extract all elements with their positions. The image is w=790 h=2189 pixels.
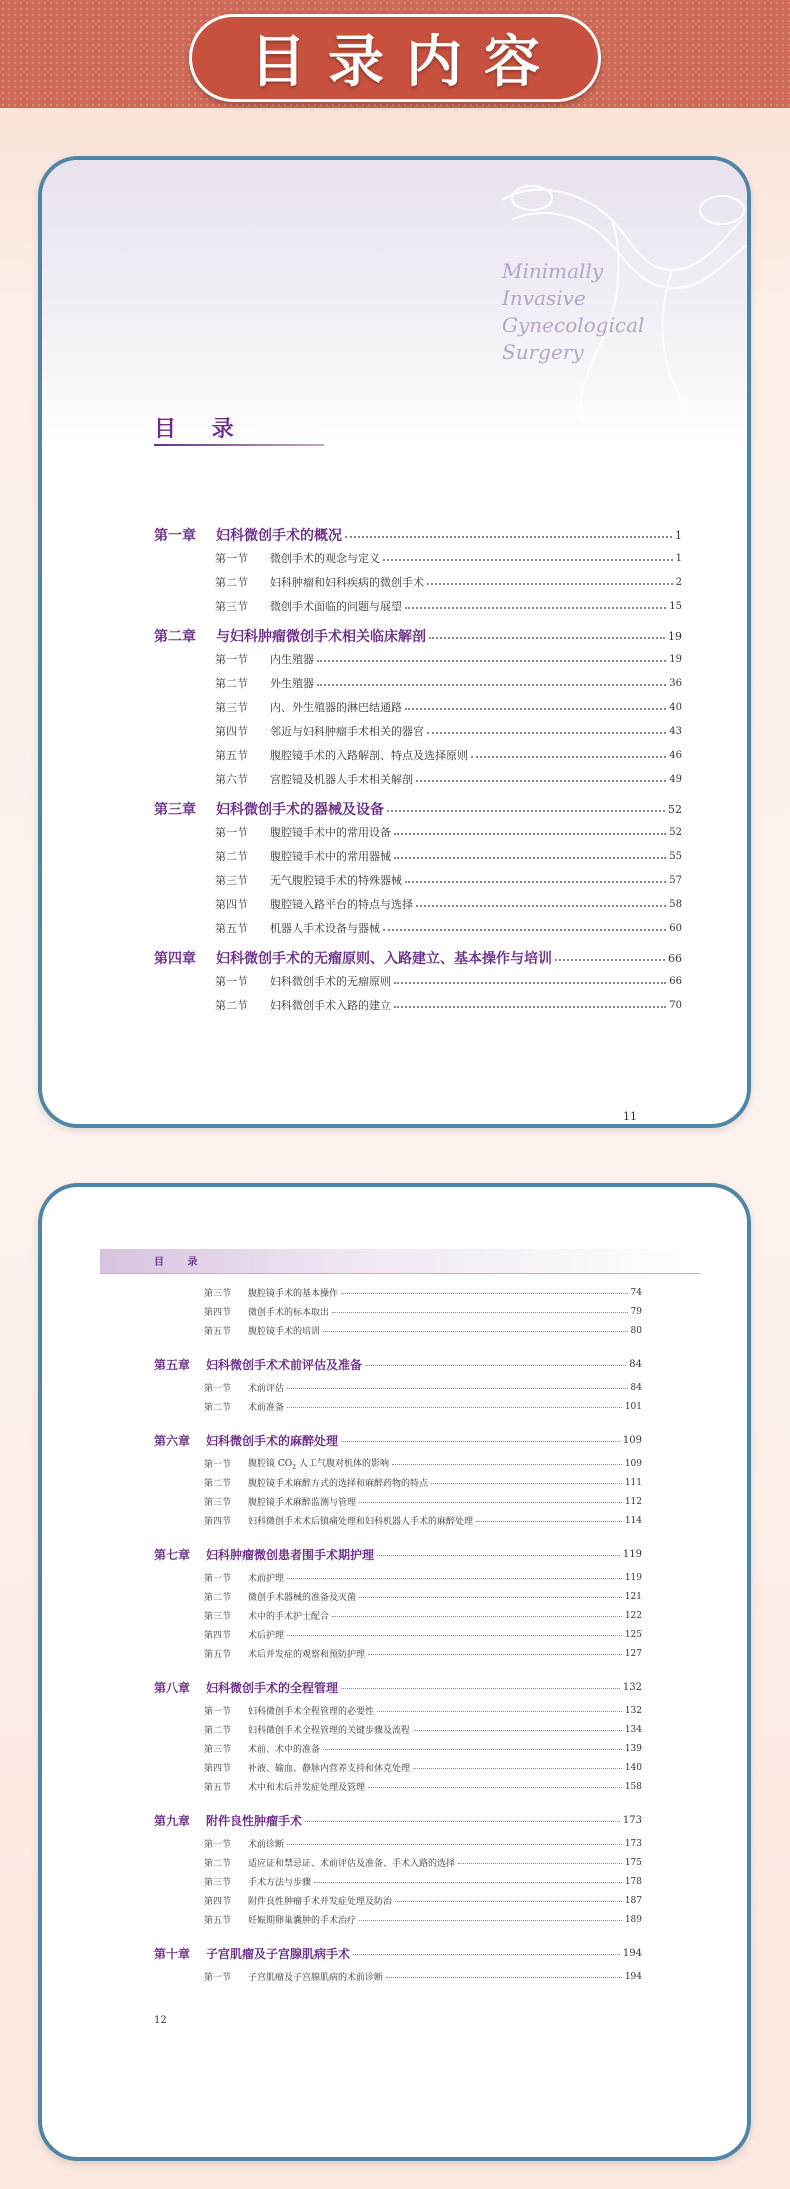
page-ref: 121 — [624, 1591, 642, 1602]
toc-chapter-entry[interactable] — [154, 1944, 642, 1962]
dot-leader — [405, 881, 666, 883]
section-title: 腹腔镜手术麻醉监测与管理 — [248, 1498, 357, 1508]
dot-leader — [287, 1388, 628, 1389]
dot-leader — [287, 1407, 622, 1408]
dot-leader — [377, 1555, 620, 1556]
section-number: 第二节 — [204, 1479, 232, 1489]
dot-leader — [383, 929, 666, 931]
section-number: 第一节 — [204, 1840, 232, 1850]
dot-leader — [394, 982, 666, 984]
section-title: 子宫肌瘤及子宫腺肌病的术前诊断 — [248, 1973, 384, 1983]
section-title: 腹腔镜手术中的常用设备 — [270, 826, 391, 839]
page-ref: 178 — [624, 1876, 642, 1887]
chapter-number: 第九章 — [154, 1813, 191, 1828]
toc-section-entry[interactable] — [204, 1304, 642, 1319]
chapter-title: 附件良性肿瘤手术 — [206, 1813, 303, 1828]
section-title: 腹腔镜手术的培训 — [248, 1327, 321, 1337]
dot-leader — [323, 1749, 622, 1750]
dot-leader — [365, 1365, 626, 1366]
toc-chapter-entry[interactable] — [154, 626, 682, 646]
dot-leader — [427, 583, 673, 585]
toc-chapter-entry[interactable] — [154, 1431, 642, 1449]
toc-heading-underline — [154, 444, 324, 446]
dot-leader — [392, 1464, 622, 1465]
toc-section-entry[interactable] — [204, 1627, 642, 1642]
section-title: 术前护理 — [248, 1574, 285, 1584]
page-ref: 19 — [669, 653, 682, 665]
toc-section-entry[interactable] — [204, 1836, 642, 1851]
chapter-number: 第六章 — [154, 1433, 191, 1448]
page-ref: 74 — [630, 1287, 642, 1298]
page-ref: 80 — [630, 1325, 642, 1336]
chapter-title: 妇科微创手术的器械及设备 — [216, 802, 384, 818]
toc-section-entry[interactable] — [215, 549, 682, 567]
section-number: 第二节 — [204, 1859, 232, 1869]
dot-leader — [377, 1711, 622, 1712]
toc-section-entry[interactable] — [215, 972, 682, 990]
page-ref: 127 — [624, 1648, 642, 1659]
page-ref: 187 — [624, 1895, 642, 1906]
page-ref: 194 — [624, 1971, 642, 1982]
section-title: 腹腔镜入路平台的特点与选择 — [270, 898, 413, 911]
page-ref: 79 — [630, 1306, 642, 1317]
toc-heading: 目 录 — [154, 417, 248, 442]
page-ref: 101 — [624, 1401, 642, 1412]
dot-leader — [332, 1312, 628, 1313]
toc-section-entry[interactable] — [215, 674, 682, 692]
dot-leader — [317, 660, 666, 662]
section-title: 腹腔镜手术的基本操作 — [248, 1289, 339, 1299]
toc-section-entry[interactable] — [215, 871, 682, 889]
chapter-title: 妇科肿瘤微创患者围手术期护理 — [206, 1547, 375, 1562]
dot-leader — [332, 1616, 622, 1617]
section-number: 第四节 — [204, 1308, 232, 1318]
toc-section-entry[interactable] — [204, 1456, 642, 1471]
page-ref: 1 — [675, 528, 682, 542]
page-ref: 109 — [624, 1458, 642, 1469]
chapter-title: 妇科微创手术的麻醉处理 — [206, 1433, 339, 1448]
toc-section-entry[interactable] — [204, 1399, 642, 1414]
toc-section-entry[interactable] — [215, 823, 682, 841]
dot-leader — [345, 536, 672, 538]
page-ref: 173 — [622, 1814, 642, 1826]
section-title: 妇科微创手术入路的建立 — [270, 999, 391, 1012]
section-number: 第三节 — [204, 1289, 232, 1299]
toc-page-1 — [38, 156, 751, 1128]
page-ref: 49 — [669, 773, 682, 785]
dot-leader — [429, 637, 665, 639]
dot-leader — [476, 1521, 622, 1522]
page-ref: 19 — [668, 629, 682, 643]
chapter-number: 第七章 — [154, 1547, 191, 1562]
toc-section-entry[interactable] — [204, 1969, 642, 1984]
section-title: 术中和术后并发症处理及管理 — [248, 1783, 366, 1793]
section-title: 外生殖器 — [270, 677, 314, 690]
page-number: 11 — [623, 1110, 637, 1123]
section-title: 术中的手术护士配合 — [248, 1612, 330, 1622]
section-title: 手术方法与步骤 — [248, 1878, 312, 1888]
section-number: 第三节 — [204, 1745, 232, 1755]
page-ref: 194 — [622, 1947, 642, 1959]
page-ref: 58 — [669, 898, 682, 910]
section-number: 第二节 — [215, 999, 248, 1012]
dot-leader — [394, 1006, 666, 1008]
section-title: 微创手术的标本取出 — [248, 1308, 330, 1318]
dot-leader — [383, 559, 673, 561]
dot-leader — [341, 1293, 628, 1294]
header-title: 目录内容 — [250, 30, 562, 95]
toc-chapter-entry[interactable] — [154, 1678, 642, 1696]
section-number: 第一节 — [215, 552, 248, 565]
section-title: 适应证和禁忌证、术前评估及准备、手术入路的选择 — [248, 1859, 456, 1869]
dot-leader — [359, 1597, 622, 1598]
toc-section-entry[interactable] — [215, 650, 682, 668]
section-title: 腹腔镜手术的入路解剖、特点及选择原则 — [270, 749, 468, 762]
dot-leader — [287, 1578, 622, 1579]
toc-section-entry[interactable] — [204, 1741, 642, 1756]
toc-section-entry[interactable] — [204, 1646, 642, 1661]
dot-leader — [405, 708, 666, 710]
section-number: 第二节 — [204, 1403, 232, 1413]
toc-chapter-entry[interactable] — [154, 1355, 642, 1373]
section-number: 第一节 — [204, 1460, 232, 1470]
section-number: 第三节 — [204, 1498, 232, 1508]
toc-section-entry[interactable] — [204, 1722, 642, 1737]
chapter-number: 第三章 — [154, 802, 196, 818]
section-title: 术后护理 — [248, 1631, 285, 1641]
section-number: 第二节 — [204, 1726, 232, 1736]
page-ref: 52 — [669, 826, 682, 838]
section-title: 妊娠期卵巢囊肿的手术治疗 — [248, 1916, 357, 1926]
page-ref: 43 — [669, 725, 682, 737]
dot-leader — [471, 756, 666, 758]
page-ref: 52 — [668, 802, 682, 816]
page-ref: 139 — [624, 1743, 642, 1754]
toc-section-entry[interactable] — [204, 1703, 642, 1718]
page-ref: 112 — [624, 1496, 642, 1507]
section-title: 术后并发症的观察和预防护理 — [248, 1650, 366, 1660]
section-number: 第二节 — [215, 576, 248, 589]
toc-page-2 — [38, 1183, 751, 2161]
page-ref: 40 — [669, 701, 682, 713]
dot-leader — [359, 1502, 622, 1503]
section-title: 微创手术的观念与定义 — [270, 552, 380, 565]
toc-section-entry[interactable] — [215, 996, 682, 1014]
section-number: 第四节 — [204, 1897, 232, 1907]
dot-leader — [394, 857, 666, 859]
section-number: 第二节 — [215, 850, 248, 863]
dot-leader — [353, 1954, 620, 1955]
section-title: 机器人手术设备与器械 — [270, 922, 380, 935]
section-title: 妇科微创手术全程管理的必要性 — [248, 1707, 375, 1717]
dot-leader — [387, 810, 665, 812]
page-ref: 57 — [669, 874, 682, 886]
section-title: 补液、输血、静脉内营养支持和休克处理 — [248, 1764, 411, 1774]
section-number: 第五节 — [204, 1783, 232, 1793]
dot-leader — [305, 1821, 620, 1822]
brand-line-2: Invasive — [502, 286, 586, 310]
section-number: 第三节 — [215, 600, 248, 613]
page-ref: 158 — [624, 1781, 642, 1792]
toc-section-entry[interactable] — [204, 1912, 642, 1927]
section-title: 内生殖器 — [270, 653, 314, 666]
dot-leader — [314, 1882, 622, 1883]
section-title: 内、外生殖器的淋巴结通路 — [270, 701, 402, 714]
section-number: 第三节 — [204, 1878, 232, 1888]
section-title — [248, 1456, 389, 1471]
page-ref: 119 — [622, 1548, 642, 1560]
co2-title-prefix: 腹腔镜 CO — [248, 1459, 293, 1470]
toc-section-entry[interactable] — [204, 1855, 642, 1870]
dot-leader — [427, 732, 666, 734]
section-number: 第三节 — [215, 701, 248, 714]
page-ref: 60 — [669, 922, 682, 934]
toc-section-entry[interactable] — [204, 1760, 642, 1775]
chapter-number: 第二章 — [154, 629, 196, 645]
brand-line-3: Gynecological — [502, 313, 645, 337]
dot-leader — [394, 833, 666, 835]
section-title: 术前、术中的准备 — [248, 1745, 321, 1755]
section-title: 附件良性肿瘤手术并发症处理及防治 — [248, 1897, 393, 1907]
dot-leader — [413, 1768, 622, 1769]
co2-subscript: 2 — [292, 1463, 297, 1471]
dot-leader — [341, 1441, 620, 1442]
toc-section-entry[interactable] — [204, 1285, 642, 1300]
chapter-title: 妇科微创手术的全程管理 — [206, 1680, 339, 1695]
dot-leader — [317, 684, 666, 686]
toc-chapter-entry[interactable] — [154, 948, 682, 968]
toc-section-entry[interactable] — [215, 895, 682, 913]
toc-section-entry[interactable] — [215, 847, 682, 865]
section-number: 第一节 — [215, 653, 248, 666]
header-banner — [0, 0, 790, 108]
section-title: 术前评估 — [248, 1384, 285, 1394]
toc-section-entry[interactable] — [204, 1323, 642, 1338]
page-ref: 55 — [669, 850, 682, 862]
section-number: 第四节 — [215, 898, 248, 911]
dot-leader — [416, 905, 666, 907]
co2-title-suffix: 人工气腹对机体的影响 — [296, 1459, 390, 1470]
page-ref: 173 — [624, 1838, 642, 1849]
page-ref: 46 — [669, 749, 682, 761]
section-title: 妇科微创手术全程管理的关键步骤及流程 — [248, 1726, 411, 1736]
section-number: 第二节 — [204, 1593, 232, 1603]
page-ref: 36 — [669, 677, 682, 689]
page-number: 12 — [154, 2015, 167, 2026]
section-title: 邻近与妇科肿瘤手术相关的器官 — [270, 725, 424, 738]
section-title: 术前准备 — [248, 1403, 285, 1413]
dot-leader — [287, 1635, 622, 1636]
page-ref: 189 — [624, 1914, 642, 1925]
section-number: 第三节 — [204, 1612, 232, 1622]
section-title: 微创手术面临的问题与展望 — [270, 600, 402, 613]
running-header: 目 录 — [154, 1257, 208, 1268]
dot-leader — [405, 607, 666, 609]
section-title: 妇科微创手术的无瘤原则 — [270, 975, 391, 988]
page-ref: 84 — [629, 1358, 642, 1370]
header-title-pill — [189, 14, 601, 102]
chapter-number: 第十章 — [154, 1946, 191, 1961]
page-ref: 111 — [624, 1477, 642, 1488]
toc-chapter-entry[interactable] — [154, 1545, 642, 1563]
page-ref: 114 — [624, 1515, 642, 1526]
dot-leader — [341, 1688, 620, 1689]
section-number: 第四节 — [204, 1764, 232, 1774]
dot-leader — [368, 1654, 622, 1655]
page-ref: 175 — [624, 1857, 642, 1868]
section-title: 术前诊断 — [248, 1840, 285, 1850]
section-number: 第五节 — [215, 922, 248, 935]
section-number: 第一节 — [204, 1384, 232, 1394]
section-number: 第四节 — [204, 1517, 232, 1527]
toc-section-entry[interactable] — [204, 1475, 642, 1490]
chapter-number: 第五章 — [154, 1357, 191, 1372]
toc-section-entry[interactable] — [215, 698, 682, 716]
section-number: 第六节 — [215, 773, 248, 786]
dot-leader — [555, 959, 665, 961]
toc-section-entry[interactable] — [215, 919, 682, 937]
toc-section-entry[interactable] — [215, 770, 682, 788]
page-ref: 66 — [669, 975, 682, 987]
book-english-title — [502, 258, 702, 366]
section-number: 第一节 — [204, 1707, 232, 1717]
dot-leader — [431, 1483, 622, 1484]
section-number: 第四节 — [215, 725, 248, 738]
section-number: 第一节 — [215, 975, 248, 988]
page-ref: 134 — [624, 1724, 642, 1735]
section-number: 第四节 — [204, 1631, 232, 1641]
dot-leader — [359, 1920, 622, 1921]
page-ref: 15 — [669, 600, 682, 612]
page-ref: 84 — [630, 1382, 642, 1393]
chapter-number: 第八章 — [154, 1680, 191, 1695]
chapter-title: 妇科微创手术的无瘤原则、入路建立、基本操作与培训 — [216, 951, 552, 967]
section-title: 妇科肿瘤和妇科疾病的微创手术 — [270, 576, 424, 589]
section-number: 第五节 — [204, 1327, 232, 1337]
toc-chapter-entry[interactable] — [154, 799, 682, 819]
toc-section-entry[interactable] — [204, 1874, 642, 1889]
toc-section-entry[interactable] — [204, 1380, 642, 1395]
dot-leader — [386, 1977, 622, 1978]
section-title: 妇科微创手术术后镇痛处理和妇科机器人手术的麻醉处理 — [248, 1517, 474, 1527]
section-title: 无气腹腔镜手术的特殊器械 — [270, 874, 402, 887]
page-ref: 119 — [624, 1572, 642, 1583]
section-title: 腹腔镜手术麻醉方式的选择和麻醉药物的特点 — [248, 1479, 429, 1489]
toc-section-entry[interactable] — [204, 1779, 642, 1794]
dot-leader — [368, 1787, 622, 1788]
section-number: 第五节 — [204, 1650, 232, 1660]
section-number: 第一节 — [215, 826, 248, 839]
page-ref: 2 — [675, 576, 682, 588]
dot-leader — [413, 1730, 622, 1731]
toc-section-entry[interactable] — [215, 722, 682, 740]
section-number: 第一节 — [204, 1973, 232, 1983]
chapter-title: 子宫肌瘤及子宫腺肌病手术 — [206, 1946, 351, 1961]
chapter-number: 第一章 — [154, 528, 196, 544]
brand-line-4: Surgery — [502, 340, 584, 364]
page-ref: 132 — [622, 1681, 642, 1693]
section-number: 第二节 — [215, 677, 248, 690]
page-ref: 125 — [624, 1629, 642, 1640]
dot-leader — [458, 1863, 622, 1864]
chapter-title: 与妇科肿瘤微创手术相关临床解剖 — [216, 629, 426, 645]
toc-section-entry[interactable] — [204, 1893, 642, 1908]
dot-leader — [395, 1901, 622, 1902]
toc-chapter-entry[interactable] — [154, 1811, 642, 1829]
toc-section-entry[interactable] — [204, 1494, 642, 1509]
dot-leader — [323, 1331, 628, 1332]
section-title: 微创手术器械的准备及灭菌 — [248, 1593, 357, 1603]
chapter-title: 妇科微创手术的概况 — [216, 528, 342, 544]
dot-leader — [416, 780, 666, 782]
chapter-title: 妇科微创手术术前评估及准备 — [206, 1357, 363, 1372]
page-ref: 132 — [624, 1705, 642, 1716]
running-header-rule — [100, 1273, 700, 1274]
section-number: 第一节 — [204, 1574, 232, 1584]
toc-section-entry[interactable] — [204, 1608, 642, 1623]
toc-section-entry[interactable] — [204, 1513, 642, 1528]
page-ref: 66 — [668, 951, 682, 965]
page-ref: 109 — [622, 1434, 642, 1446]
toc-section-entry[interactable] — [215, 597, 682, 615]
dot-leader — [287, 1844, 622, 1845]
page-ref: 122 — [624, 1610, 642, 1621]
brand-line-1: Minimally — [502, 259, 604, 283]
toc-section-entry[interactable] — [204, 1589, 642, 1604]
page-ref: 70 — [669, 999, 682, 1011]
section-title: 宫腔镜及机器人手术相关解剖 — [270, 773, 413, 786]
page-ref: 1 — [675, 552, 682, 564]
section-number: 第五节 — [215, 749, 248, 762]
section-number: 第三节 — [215, 874, 248, 887]
toc-section-entry[interactable] — [215, 573, 682, 591]
page-ref: 140 — [624, 1762, 642, 1773]
toc-section-entry[interactable] — [215, 746, 682, 764]
toc-section-entry[interactable] — [204, 1570, 642, 1585]
toc-chapter-entry[interactable] — [154, 525, 682, 545]
section-title: 腹腔镜手术中的常用器械 — [270, 850, 391, 863]
chapter-number: 第四章 — [154, 951, 196, 967]
section-number: 第五节 — [204, 1916, 232, 1926]
